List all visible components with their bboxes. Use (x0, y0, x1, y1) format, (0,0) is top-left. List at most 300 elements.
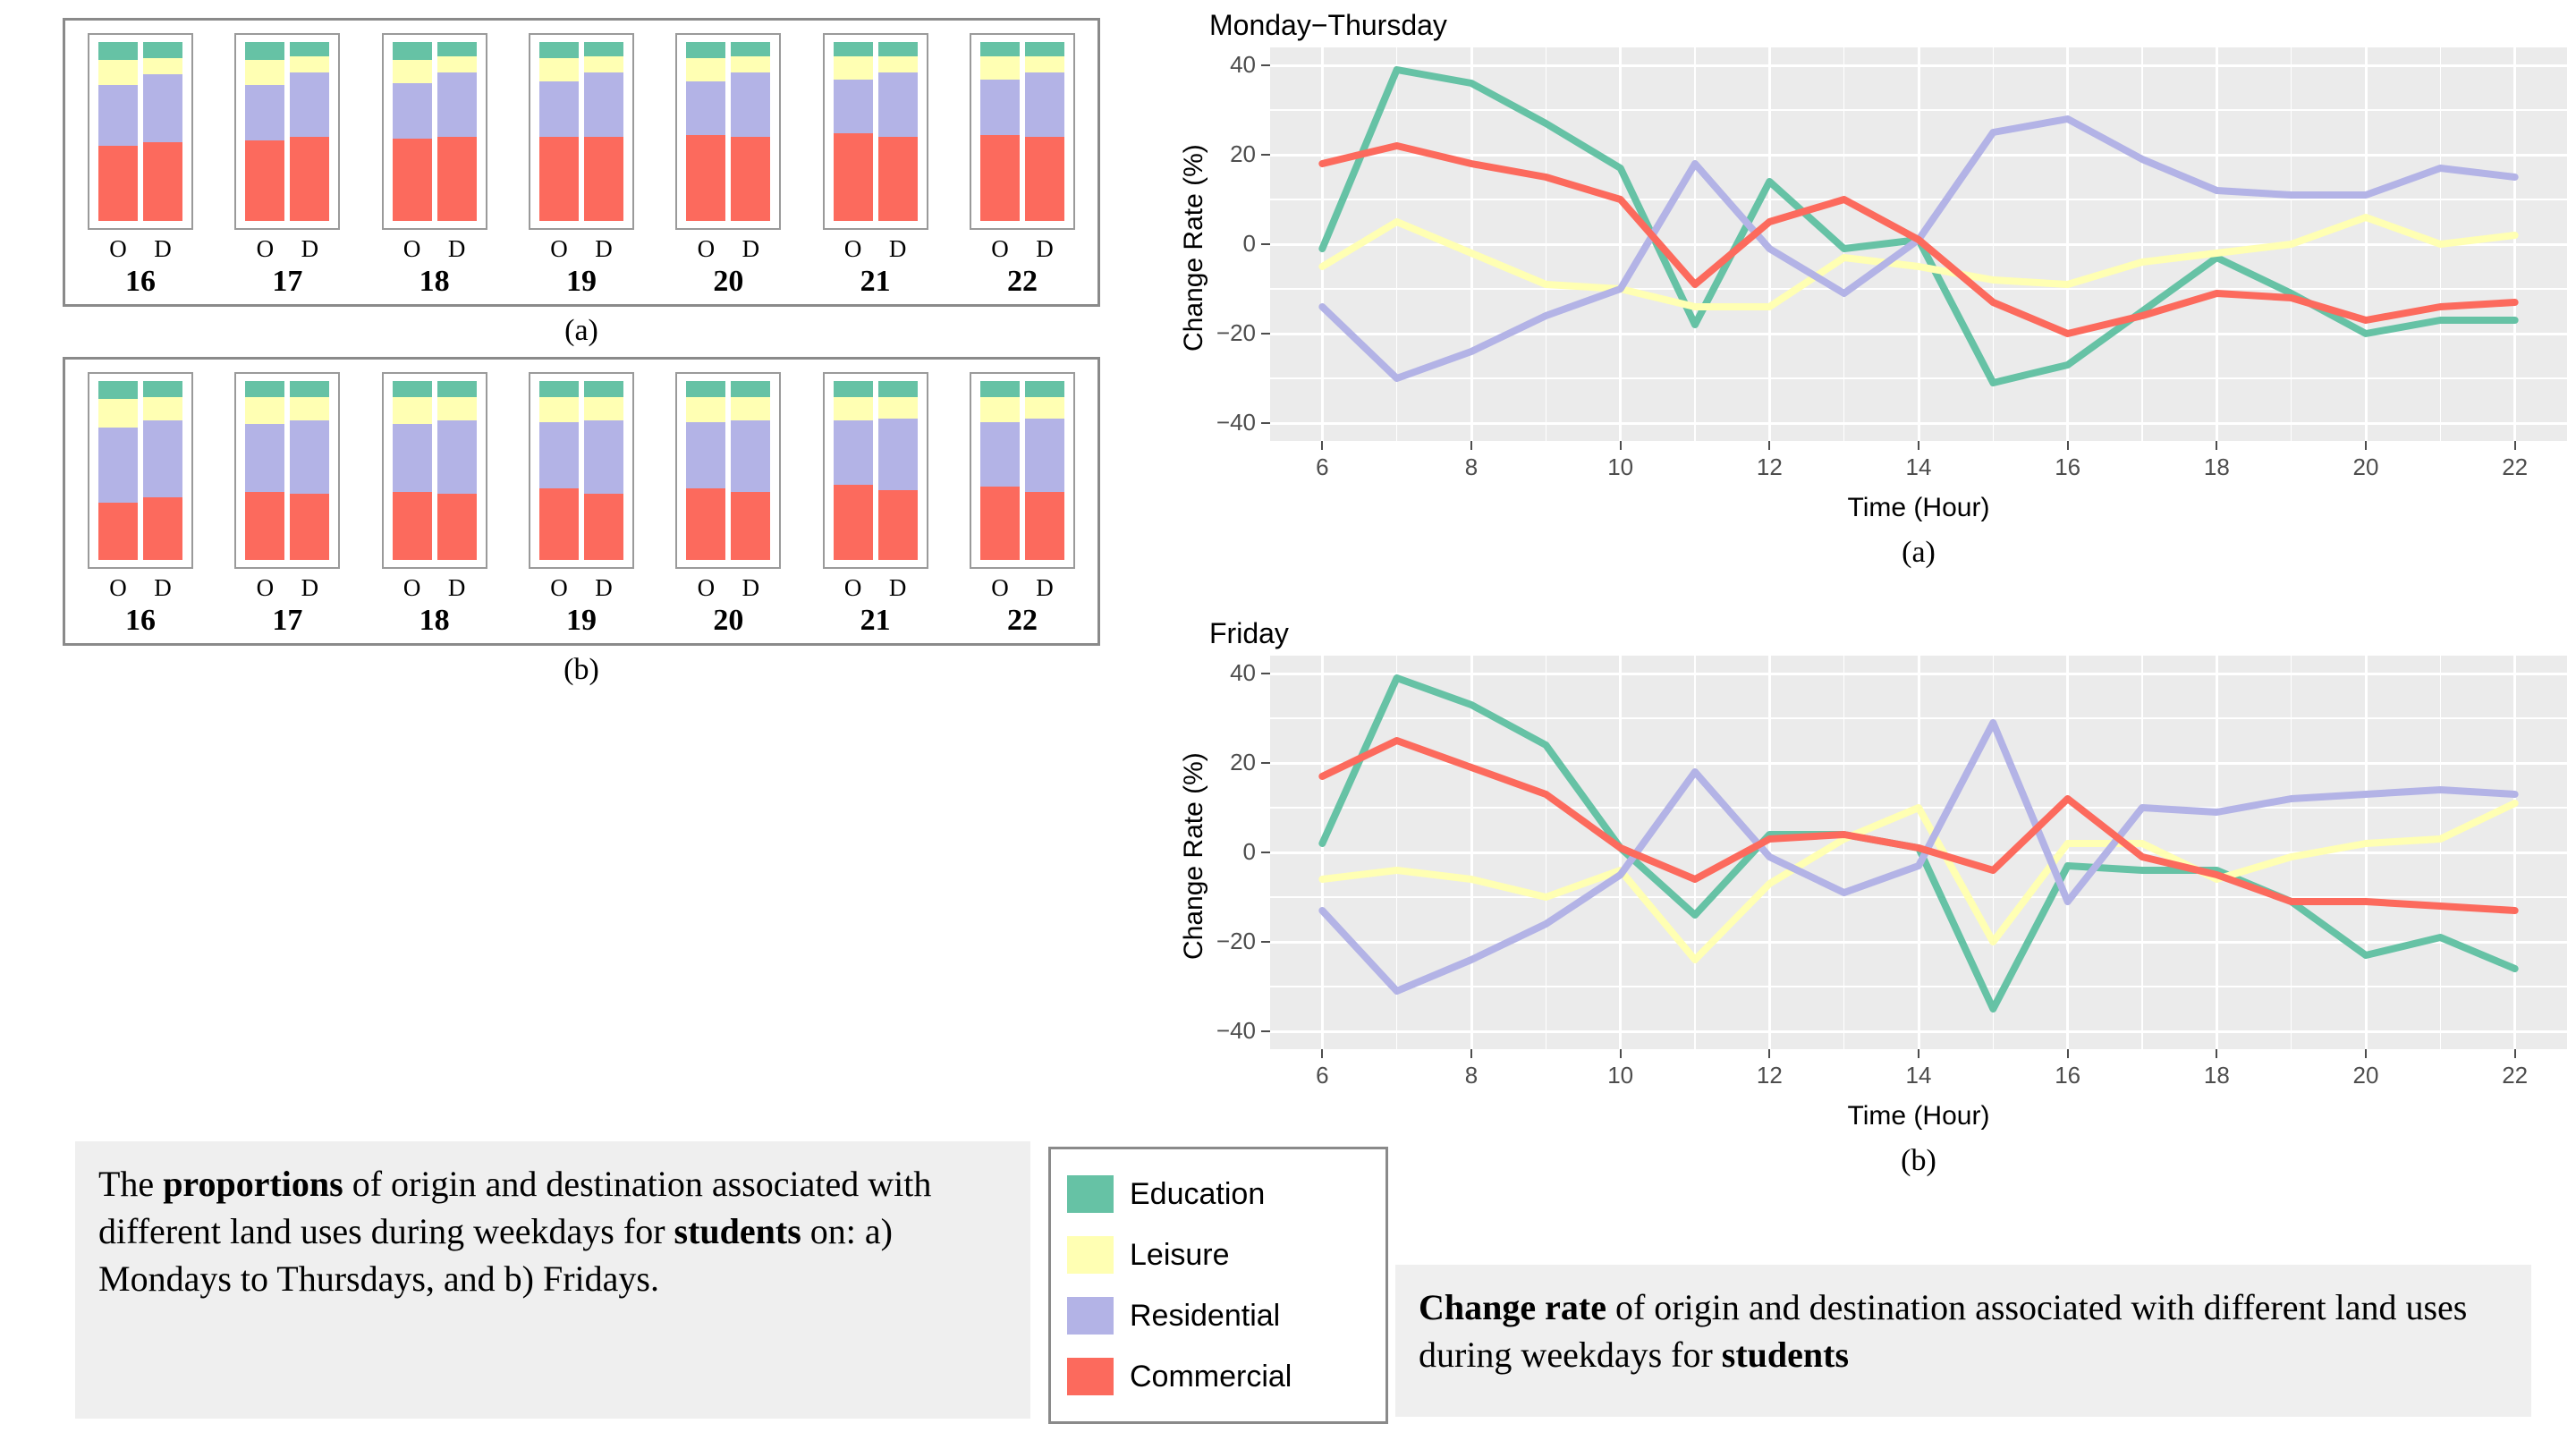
od-label: D (888, 574, 907, 601)
bar-segment-commercial (393, 492, 432, 560)
caption-part: of origin and destination associated with different land uses during weekdays for (1419, 1287, 2468, 1375)
stacked-bar-pair (88, 372, 193, 569)
od-labels (245, 574, 329, 602)
hour-label: 16 (125, 265, 156, 298)
bar-segment-residential (731, 72, 770, 137)
y-tick-label: −40 (1216, 1017, 1256, 1044)
bar-segment-residential (437, 72, 477, 137)
x-tick-label: 22 (2502, 453, 2529, 480)
x-tick-label: 12 (1756, 453, 1783, 480)
bar-segment-commercial (393, 139, 432, 221)
bar-segment-leisure (437, 56, 477, 72)
legend-swatch-commercial (1067, 1358, 1114, 1395)
bar-segment-education (245, 42, 284, 60)
od-labels (393, 235, 477, 263)
bar-segment-residential (437, 420, 477, 494)
stacked-bar-d (1025, 42, 1064, 221)
stacked-bar-d (731, 381, 770, 560)
hour-label: 19 (565, 604, 597, 637)
od-labels (539, 235, 623, 263)
bar-segment-residential (731, 420, 770, 492)
bar-segment-leisure (539, 58, 579, 81)
x-tick-mark (1470, 1049, 1472, 1058)
bar-segment-leisure (584, 397, 623, 420)
legend-item (1067, 1346, 1369, 1407)
bar-segment-residential (245, 85, 284, 140)
stacked-bar-o (980, 42, 1020, 221)
od-label: D (1036, 235, 1054, 262)
x-tick-mark (1768, 441, 1770, 450)
bar-segment-leisure (980, 397, 1020, 422)
bar-segment-commercial (245, 492, 284, 560)
stacked-bar-o (539, 42, 579, 221)
x-tick-label: 14 (1905, 1062, 1932, 1089)
bar-segment-residential (980, 422, 1020, 487)
bar-segment-education (686, 381, 725, 397)
bar-segment-residential (686, 81, 725, 135)
od-label: D (1036, 574, 1054, 601)
hour-group (81, 372, 199, 638)
bar-segment-education (878, 42, 918, 56)
od-label: D (154, 235, 172, 262)
right-caption (1395, 1265, 2531, 1417)
od-label: O (109, 235, 127, 262)
subcaption-right: (b) (1901, 1144, 1936, 1177)
bar-segment-education (143, 381, 182, 397)
bar-segment-residential (539, 81, 579, 137)
hour-label: 21 (860, 604, 891, 637)
series-line-education (1322, 678, 2514, 1009)
bar-segment-residential (290, 420, 329, 494)
stacked-bar-o (686, 381, 725, 560)
od-label: O (402, 235, 421, 262)
y-tick-label: 20 (1230, 749, 1256, 775)
bar-segment-education (878, 381, 918, 397)
x-tick-mark (1620, 441, 1622, 450)
stacked-bar-d (584, 381, 623, 560)
x-tick-label: 6 (1316, 1062, 1329, 1089)
od-labels (98, 574, 182, 602)
change-rate-chart-mon-thu (1154, 9, 2576, 575)
bar-segment-commercial (437, 494, 477, 560)
x-tick-mark (2514, 1049, 2516, 1058)
bar-segment-education (539, 381, 579, 397)
bar-segment-residential (98, 85, 138, 146)
stacked-bar-d (143, 42, 182, 221)
bar-segment-leisure (245, 60, 284, 85)
y-tick-mark (1261, 154, 1270, 156)
bar-segment-leisure (686, 58, 725, 81)
stacked-bar-o (834, 381, 873, 560)
left-caption (75, 1141, 1030, 1419)
stacked-bar-o (686, 42, 725, 221)
od-label: D (741, 574, 760, 601)
stacked-bar-pair (529, 33, 634, 230)
hour-group (963, 33, 1081, 299)
od-label: D (447, 574, 466, 601)
bar-segment-residential (878, 72, 918, 137)
bar-segment-leisure (834, 56, 873, 80)
chart-title: Monday−Thursday (1209, 9, 1447, 41)
stacked-bar-d (290, 381, 329, 560)
od-labels (834, 574, 918, 602)
hour-group (376, 33, 494, 299)
bar-segment-commercial (143, 142, 182, 221)
stacked-bar-o (980, 381, 1020, 560)
bar-segment-leisure (1025, 56, 1064, 72)
bar-segment-education (437, 42, 477, 56)
y-tick-mark (1261, 852, 1270, 853)
series-line-leisure (1322, 217, 2514, 307)
y-tick-label: 40 (1230, 51, 1256, 78)
od-label: O (550, 574, 568, 601)
bar-segment-commercial (834, 133, 873, 221)
bar-segment-residential (98, 428, 138, 503)
caption-part: Change rate (1419, 1287, 1606, 1327)
bar-segment-education (584, 42, 623, 56)
bar-segment-education (98, 381, 138, 399)
bar-segment-education (290, 42, 329, 56)
y-tick-label: 40 (1230, 659, 1256, 686)
legend-swatch-residential (1067, 1297, 1114, 1335)
stacked-bar-o (98, 42, 138, 221)
bar-segment-leisure (143, 58, 182, 74)
legend-item (1067, 1224, 1369, 1285)
od-label: O (109, 574, 127, 601)
x-tick-mark (2216, 1049, 2217, 1058)
y-tick-label: 20 (1230, 140, 1256, 167)
x-tick-label: 18 (2203, 453, 2230, 480)
hour-label: 22 (1006, 604, 1038, 637)
y-tick-mark (1261, 1030, 1270, 1032)
bar-segment-leisure (393, 397, 432, 424)
series-line-residential (1322, 723, 2514, 991)
x-tick-mark (2365, 1049, 2367, 1058)
bar-segment-residential (584, 420, 623, 494)
od-labels (686, 235, 770, 263)
bar-segment-leisure (539, 397, 579, 422)
x-tick-mark (1918, 441, 1919, 450)
stacked-bar-pair (529, 372, 634, 569)
bar-segment-education (980, 42, 1020, 56)
bar-segment-commercial (878, 137, 918, 221)
caption-part: students (674, 1210, 801, 1251)
od-labels (98, 235, 182, 263)
hour-group (81, 33, 199, 299)
hour-label: 17 (272, 265, 303, 298)
hour-group (669, 372, 787, 638)
hour-group (228, 372, 346, 638)
stacked-bar-o (245, 42, 284, 221)
x-tick-mark (1321, 1049, 1323, 1058)
stacked-bar-d (731, 42, 770, 221)
bar-segment-residential (143, 74, 182, 142)
bar-segment-commercial (98, 503, 138, 560)
hour-label: 19 (565, 265, 597, 298)
bar-segment-commercial (584, 494, 623, 560)
od-label: O (256, 574, 275, 601)
od-label: D (301, 235, 319, 262)
x-tick-label: 20 (2352, 453, 2379, 480)
hour-label: 18 (419, 604, 450, 637)
stacked-bar-pair (970, 372, 1075, 569)
bar-segment-residential (686, 422, 725, 488)
bar-segment-education (834, 381, 873, 397)
od-label: O (991, 235, 1009, 262)
bar-segment-education (584, 381, 623, 397)
caption-part: on: a) Mondays to Thursdays, and b) Fridays. (98, 1210, 893, 1299)
x-tick-mark (2067, 1049, 2069, 1058)
od-label: O (843, 574, 862, 601)
bar-segment-leisure (290, 397, 329, 420)
series-line-residential (1322, 119, 2514, 378)
y-tick-mark (1261, 422, 1270, 424)
hour-label: 17 (272, 604, 303, 637)
od-labels (834, 235, 918, 263)
x-tick-mark (1620, 1049, 1622, 1058)
bar-segment-leisure (393, 60, 432, 83)
od-labels (393, 574, 477, 602)
legend-swatch-education (1067, 1175, 1114, 1213)
bar-segment-residential (290, 72, 329, 137)
hour-label: 20 (713, 265, 744, 298)
hour-label: 16 (125, 604, 156, 637)
y-tick-label: 0 (1242, 230, 1256, 257)
y-tick-mark (1261, 762, 1270, 764)
bar-segment-commercial (980, 487, 1020, 560)
bar-segment-residential (878, 419, 918, 490)
x-tick-mark (2514, 441, 2516, 450)
y-tick-mark (1261, 243, 1270, 245)
bar-segment-education (686, 42, 725, 58)
od-labels (539, 574, 623, 602)
x-tick-mark (1321, 441, 1323, 450)
x-tick-label: 16 (2055, 1062, 2081, 1089)
bar-segment-education (1025, 42, 1064, 56)
y-tick-mark (1261, 941, 1270, 943)
y-tick-label: 0 (1242, 838, 1256, 865)
stacked-bar-pair (675, 372, 781, 569)
od-label: D (741, 235, 760, 262)
x-tick-label: 10 (1607, 453, 1634, 480)
bar-segment-leisure (878, 56, 918, 72)
bar-segment-commercial (143, 497, 182, 560)
hour-group (817, 33, 935, 299)
stacked-bar-d (584, 42, 623, 221)
bar-segment-leisure (686, 397, 725, 422)
od-label: D (447, 235, 466, 262)
x-tick-label: 8 (1464, 1062, 1479, 1089)
stacked-bar-pair (234, 33, 340, 230)
y-tick-mark (1261, 64, 1270, 66)
bar-segment-education (393, 42, 432, 60)
left-column (63, 18, 1100, 687)
stacked-bar-d (143, 381, 182, 560)
x-tick-label: 6 (1316, 453, 1329, 480)
hour-group (817, 372, 935, 638)
x-axis-label: Time (Hour) (1847, 493, 1990, 522)
bar-segment-leisure (980, 56, 1020, 80)
hour-label: 20 (713, 604, 744, 637)
bar-segment-residential (1025, 72, 1064, 137)
stacked-bar-o (539, 381, 579, 560)
bar-segment-education (731, 381, 770, 397)
bar-segment-commercial (1025, 137, 1064, 221)
plot-area (1270, 656, 2567, 1049)
bar-segment-education (143, 42, 182, 58)
hour-label: 22 (1006, 265, 1038, 298)
proportions-panel-b (63, 357, 1100, 646)
stacked-bar-o (834, 42, 873, 221)
bar-segment-residential (393, 424, 432, 492)
legend-item (1067, 1285, 1369, 1346)
bar-segment-education (245, 381, 284, 397)
od-label: D (595, 574, 613, 601)
od-label: O (697, 235, 716, 262)
hour-group (522, 33, 640, 299)
legend-label: Commercial (1130, 1359, 1292, 1394)
bar-segment-leisure (834, 397, 873, 420)
bar-segment-commercial (834, 485, 873, 560)
bar-segment-residential (1025, 419, 1064, 492)
caption-part: students (1721, 1334, 1850, 1375)
bar-segment-commercial (686, 488, 725, 560)
hour-group (522, 372, 640, 638)
y-tick-label: −40 (1216, 409, 1256, 436)
legend-label: Residential (1130, 1298, 1281, 1333)
change-rate-chart-friday (1154, 617, 2576, 1183)
od-label: O (256, 235, 275, 262)
bar-segment-commercial (290, 137, 329, 221)
stacked-bar-pair (382, 372, 487, 569)
bar-segment-residential (143, 420, 182, 497)
bar-segment-commercial (584, 137, 623, 221)
od-label: O (843, 235, 862, 262)
bar-segment-leisure (98, 60, 138, 85)
od-label: D (154, 574, 172, 601)
x-tick-label: 20 (2352, 1062, 2379, 1089)
hour-group (669, 33, 787, 299)
stacked-bar-pair (970, 33, 1075, 230)
subcaption-right: (a) (1902, 536, 1936, 569)
bar-segment-commercial (290, 494, 329, 560)
bar-segment-residential (980, 80, 1020, 135)
od-labels (980, 574, 1064, 602)
bar-segment-education (437, 381, 477, 397)
y-axis-label: Change Rate (%) (1179, 752, 1208, 960)
bar-segment-commercial (1025, 492, 1064, 560)
bar-segment-leisure (878, 397, 918, 419)
bar-segment-leisure (143, 397, 182, 420)
od-label: O (550, 235, 568, 262)
stacked-bar-d (878, 42, 918, 221)
od-labels (245, 235, 329, 263)
bar-segment-education (1025, 381, 1064, 397)
bar-segment-commercial (980, 135, 1020, 221)
x-tick-label: 8 (1464, 453, 1479, 480)
bar-segment-education (834, 42, 873, 56)
bar-segment-education (731, 42, 770, 56)
hour-group (228, 33, 346, 299)
od-labels (980, 235, 1064, 263)
y-tick-mark (1261, 333, 1270, 335)
bar-segment-leisure (731, 397, 770, 420)
bar-segment-commercial (731, 137, 770, 221)
stacked-bar-d (437, 42, 477, 221)
bar-segment-residential (539, 422, 579, 488)
bar-segment-leisure (1025, 397, 1064, 419)
bar-segment-commercial (539, 488, 579, 560)
bar-segment-commercial (245, 140, 284, 221)
legend (1048, 1147, 1388, 1424)
bar-segment-commercial (731, 492, 770, 560)
bar-segment-commercial (686, 135, 725, 221)
bar-segment-residential (834, 80, 873, 133)
bar-segment-education (393, 381, 432, 397)
od-label: D (595, 235, 613, 262)
stacked-bar-d (290, 42, 329, 221)
series-lines (1270, 47, 2567, 441)
stacked-bar-o (393, 42, 432, 221)
bar-segment-education (290, 381, 329, 397)
stacked-bar-pair (382, 33, 487, 230)
y-tick-label: −20 (1216, 319, 1256, 346)
hour-group (963, 372, 1081, 638)
bar-segment-commercial (98, 146, 138, 221)
stacked-bar-o (245, 381, 284, 560)
bar-segment-residential (584, 72, 623, 137)
x-tick-mark (1918, 1049, 1919, 1058)
proportions-panel-a (63, 18, 1100, 307)
series-lines (1270, 656, 2567, 1049)
x-tick-mark (2067, 441, 2069, 450)
caption-part: The (98, 1164, 164, 1204)
chart-title: Friday (1209, 617, 1289, 649)
od-label: O (697, 574, 716, 601)
stacked-bar-pair (234, 372, 340, 569)
stacked-bar-pair (88, 33, 193, 230)
y-tick-label: −20 (1216, 928, 1256, 954)
stacked-bar-d (1025, 381, 1064, 560)
bar-segment-leisure (98, 399, 138, 428)
bar-segment-leisure (290, 56, 329, 72)
od-label: O (402, 574, 421, 601)
hour-label: 18 (419, 265, 450, 298)
bar-segment-education (98, 42, 138, 60)
bar-segment-leisure (245, 397, 284, 424)
series-line-commercial (1322, 146, 2514, 334)
caption-part: proportions (163, 1164, 343, 1204)
stacked-bar-pair (823, 372, 928, 569)
x-tick-mark (2216, 441, 2217, 450)
bar-segment-leisure (437, 397, 477, 420)
bar-segment-commercial (437, 137, 477, 221)
x-tick-label: 16 (2055, 453, 2081, 480)
stacked-bar-o (393, 381, 432, 560)
bar-segment-commercial (878, 490, 918, 560)
bar-segment-residential (393, 83, 432, 139)
stacked-bar-d (878, 381, 918, 560)
x-tick-label: 22 (2502, 1062, 2529, 1089)
x-tick-label: 18 (2203, 1062, 2230, 1089)
od-label: D (888, 235, 907, 262)
bar-segment-commercial (539, 137, 579, 221)
x-tick-label: 12 (1756, 1062, 1783, 1089)
x-tick-mark (2365, 441, 2367, 450)
y-axis-label: Change Rate (%) (1179, 144, 1208, 352)
hour-label: 21 (860, 265, 891, 298)
od-label: O (991, 574, 1009, 601)
